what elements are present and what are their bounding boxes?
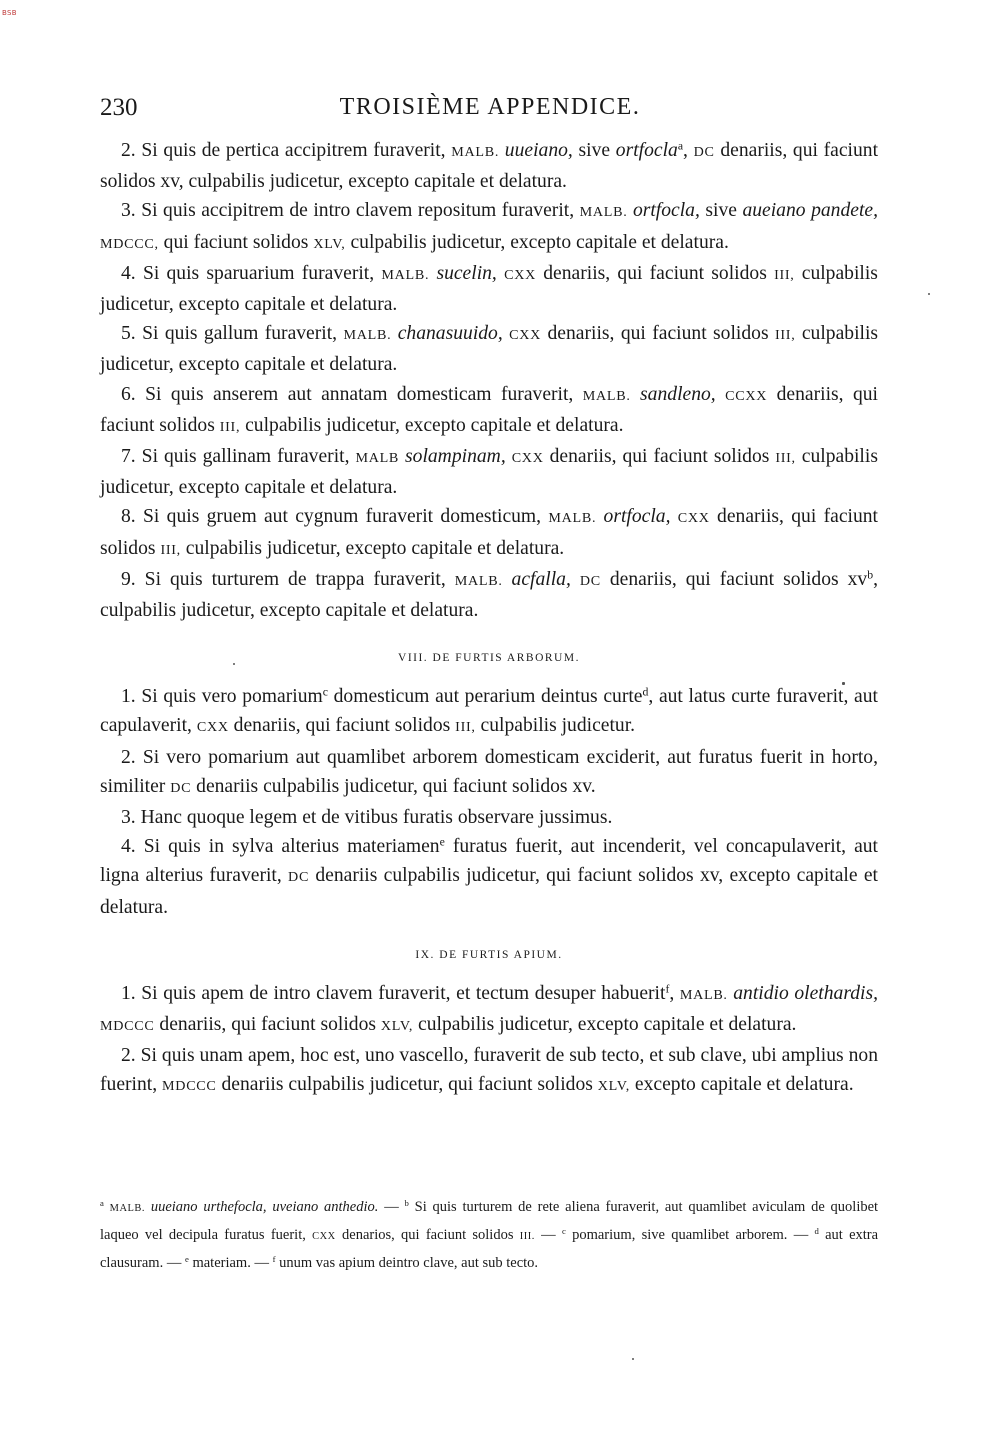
malberg-gloss-marker: MALB. [451, 144, 500, 160]
text-span: denariis culpabilis judicetur, qui faciunt solidos xv. [196, 775, 596, 797]
paragraph-number: 2. [121, 746, 136, 768]
roman-numeral: XLV, [597, 1078, 631, 1095]
text-span: Si quis apem de intro clavem furaverit, et tectum desuper habuerit [141, 982, 666, 1004]
page-number: 230 [100, 94, 138, 121]
paragraph-number: 2. [121, 1045, 136, 1067]
text-span: Si quis unam apem, hoc est, uno vascello, furaverit de sub tecto, et sub clave, ubi amplius non fuerint, [100, 1045, 878, 1096]
text-span: culpabilis judicetur. [480, 715, 636, 737]
roman-numeral: CXX [196, 719, 229, 736]
roman-numeral: III, [160, 541, 181, 558]
paragraph-number: 4. [121, 836, 136, 858]
paragraph [100, 682, 878, 742]
malberg-gloss: ortfocla [615, 140, 678, 161]
scan-speck [842, 682, 845, 685]
footnote-ref[interactable]: b [867, 568, 874, 582]
paragraph-number: 4. [121, 262, 136, 284]
footnote-ref[interactable]: d [642, 685, 649, 699]
text-span: , culpabilis judicetur, excepto capitale et delatura. [100, 568, 878, 622]
text-span: sive [705, 200, 737, 222]
paragraph-number: 9. [121, 568, 136, 590]
roman-numeral: DC [170, 779, 192, 796]
roman-numeral: III, [455, 719, 476, 736]
malberg-gloss: chanasuuido, [397, 323, 503, 345]
text-span: denariis, qui faciunt solidos xv, culpabilis judicetur, excepto capitale et delatura. [100, 140, 879, 193]
text-span: Si quis gallum furaverit, [142, 323, 338, 345]
malberg-gloss: ortfocla, [603, 506, 671, 528]
footnote-mark: b [404, 1198, 409, 1209]
footnote-text: denarios, qui faciunt solidos [342, 1227, 514, 1243]
footnote-text: uueiano urthefocla, uveiano anthedio. [150, 1199, 379, 1215]
text-span: Si quis accipitrem de intro clavem repositum furaverit, [141, 200, 575, 222]
separator: — [166, 1255, 182, 1271]
paragraph [100, 196, 878, 258]
text-span: Si quis turturem de trappa furaverit, [144, 568, 446, 590]
paragraph-number: 6. [121, 383, 136, 405]
roman-numeral: MDCCC [100, 1018, 155, 1035]
footnote-mark: e [184, 1254, 189, 1265]
text-span: culpabilis judicetur, excepto capitale et delatura. [350, 231, 729, 253]
roman-numeral: MDCCC, [100, 235, 159, 252]
text-span: culpabilis judicetur, excepto capitale et delatura. [185, 537, 565, 559]
text-span: denariis, qui faciunt solidos [159, 1014, 376, 1036]
paragraph [100, 502, 878, 564]
malberg-gloss: solampinam, [405, 446, 506, 468]
footnote-ref[interactable]: c [322, 685, 328, 699]
paragraph [100, 319, 878, 379]
separator: — [541, 1227, 556, 1243]
paragraph [100, 832, 878, 922]
footnote-mark: f [272, 1254, 276, 1265]
separator: — [254, 1255, 269, 1271]
scan-speck [632, 1358, 634, 1360]
paragraph [100, 565, 878, 625]
text-span: , aut latus curte furaverit, aut capulaverit, [100, 686, 878, 737]
footnote-text: Si quis turturem de rete aliena furaverit, aut quamlibet aviculam de quolibet laqueo vel decipula furatus fuerit, [100, 1199, 879, 1243]
text-span: domesticum aut perarium deintus curte [333, 686, 643, 708]
roman-numeral: MDCCC [162, 1078, 217, 1095]
library-stamp: BSB [2, 9, 17, 17]
paragraph [100, 380, 878, 442]
malberg-gloss: ortfocla, [632, 200, 700, 222]
roman-numeral: DC [288, 869, 310, 886]
malberg-gloss: sandleno, [640, 383, 716, 405]
paragraph-number: 2. [121, 140, 136, 161]
text-span: excepto capitale et delatura. [634, 1074, 854, 1096]
text-span: Si quis gallinam furaverit, [141, 446, 350, 468]
scan-speck [928, 293, 930, 295]
malberg-gloss-marker: MALB. [679, 986, 728, 1003]
paragraph [100, 259, 878, 319]
roman-numeral: DC [579, 572, 601, 589]
paragraph-number: 1. [121, 982, 136, 1004]
text-span: denariis, qui faciunt solidos [549, 446, 770, 468]
footnote-text: aut extra clausuram. [100, 1227, 879, 1271]
roman-numeral: III, [219, 418, 241, 435]
roman-numeral: CXX [509, 327, 542, 344]
roman-numeral: XLV, [380, 1018, 414, 1035]
text-span: Hanc quoque legem et de vitibus furatis observare jussimus. [140, 807, 613, 829]
footnote-text: materiam. [192, 1255, 251, 1271]
separator: — [384, 1199, 399, 1215]
roman-numeral: DC [693, 144, 715, 160]
roman-numeral: CXX [677, 510, 710, 527]
malberg-gloss-marker: MALB. [343, 327, 392, 344]
text-span: denariis, qui faciunt solidos [233, 715, 451, 737]
footnote-ref[interactable]: f [665, 982, 670, 996]
paragraph-number: 1. [121, 686, 136, 708]
paragraph-number: 7. [121, 446, 136, 468]
malberg-gloss-marker: MALB. [109, 1203, 146, 1214]
text-span: sive [578, 140, 611, 161]
text-span: culpabilis judicetur, excepto capitale et delatura. [100, 323, 879, 376]
text-span: denariis, qui faciunt solidos [100, 506, 878, 559]
footnote-ref[interactable]: e [439, 835, 445, 849]
paragraph [100, 743, 878, 803]
malberg-gloss-marker: MALB. [381, 266, 430, 283]
text-span: denariis, qui faciunt solidos [547, 323, 769, 345]
footnote-mark: d [814, 1226, 819, 1237]
malberg-gloss: uueiano, [504, 140, 573, 161]
main-text [100, 136, 878, 1102]
text-span: culpabilis judicetur, excepto capitale et delatura. [100, 262, 878, 316]
text-span: Si quis gruem aut cygnum furaverit domesticum, [143, 506, 542, 528]
footnote-mark: c [561, 1226, 566, 1237]
text-span: culpabilis judicetur, excepto capitale et delatura. [100, 446, 878, 499]
paragraph-number: 3. [121, 807, 136, 829]
roman-numeral: CXX [511, 450, 544, 467]
separator: — [793, 1227, 809, 1243]
malberg-gloss-marker: MALB. [548, 510, 597, 527]
text-span: denariis, qui faciunt solidos [100, 383, 878, 436]
paragraph-number: 5. [121, 323, 136, 345]
roman-numeral: XLV, [313, 235, 346, 252]
text-span: denariis, qui faciunt solidos [543, 262, 767, 284]
malberg-gloss: sucelin, [436, 262, 497, 284]
scan-speck [233, 663, 235, 665]
text-span: Si quis sparuarium furaverit, [142, 262, 375, 284]
text-span: culpabilis judicetur, excepto capitale et delatura. [418, 1014, 797, 1036]
text-span: denariis culpabilis judicetur, qui faciunt solidos xv, excepto capitale et delatura. [100, 865, 878, 918]
paragraph [100, 979, 878, 1041]
paragraph-number: 8. [121, 506, 136, 528]
roman-numeral: III, [774, 327, 796, 344]
footnotes [100, 1194, 878, 1277]
roman-numeral: III. [519, 1231, 535, 1242]
text-span: Si quis de pertica accipitrem furaverit, [141, 140, 446, 161]
malberg-gloss: antidio olethardis, [733, 982, 878, 1004]
footnote-mark: a [100, 1198, 104, 1209]
section-heading: IX. DE FURTIS APIUM. [415, 948, 563, 961]
text-span: culpabilis judicetur, excepto capitale et delatura. [245, 414, 624, 436]
text-span: , [669, 982, 675, 1004]
malberg-gloss-marker: MALB [355, 450, 400, 467]
running-title: TROISIÈME APPENDICE. [339, 94, 641, 120]
text-span: Si vero pomarium aut quamlibet arborem domesticam exciderit, aut furatus fuerit in horto, similiter [100, 746, 879, 797]
footnote-block [100, 1194, 878, 1277]
text-span: denariis culpabilis judicetur, qui faciunt solidos [221, 1074, 593, 1096]
roman-numeral: III, [774, 266, 795, 283]
malberg-gloss-marker: MALB. [579, 204, 628, 221]
roman-numeral: CCXX [725, 387, 768, 404]
text-span: Si quis vero pomarium [141, 686, 323, 708]
paragraph [100, 803, 878, 832]
roman-numeral: CXX [312, 1231, 336, 1242]
malberg-gloss: acfalla, [511, 568, 571, 590]
text-span: Si quis anserem aut annatam domesticam furaverit, [145, 383, 574, 405]
footnote-ref[interactable]: a [677, 139, 684, 153]
text-span: qui faciunt solidos [163, 231, 309, 253]
malberg-gloss-marker: MALB. [582, 387, 631, 404]
paragraph [100, 136, 878, 196]
paragraph [100, 1041, 878, 1101]
page-header [100, 94, 880, 128]
roman-numeral: III, [775, 450, 796, 467]
text-span: denariis, qui faciunt solidos xv [609, 568, 868, 590]
roman-numeral: CXX [504, 266, 536, 283]
footnote-text: pomarium, sive quamlibet arborem. [572, 1227, 788, 1243]
text-span: Si quis in sylva alterius materiamen [143, 836, 440, 858]
section-heading: VIII. DE FURTIS ARBORUM. [398, 652, 580, 665]
malberg-gloss: aueiano pandete, [742, 200, 878, 222]
malberg-gloss-marker: MALB. [454, 572, 503, 589]
footnote-text: unum vas apium deintro clave, aut sub tecto. [279, 1255, 539, 1271]
paragraph-number: 3. [121, 200, 136, 222]
text-span: , [683, 140, 688, 161]
paragraph [100, 442, 878, 502]
text-span: furatus fuerit, aut incenderit, vel concapulaverit, aut ligna alterius furaverit, [100, 836, 879, 887]
